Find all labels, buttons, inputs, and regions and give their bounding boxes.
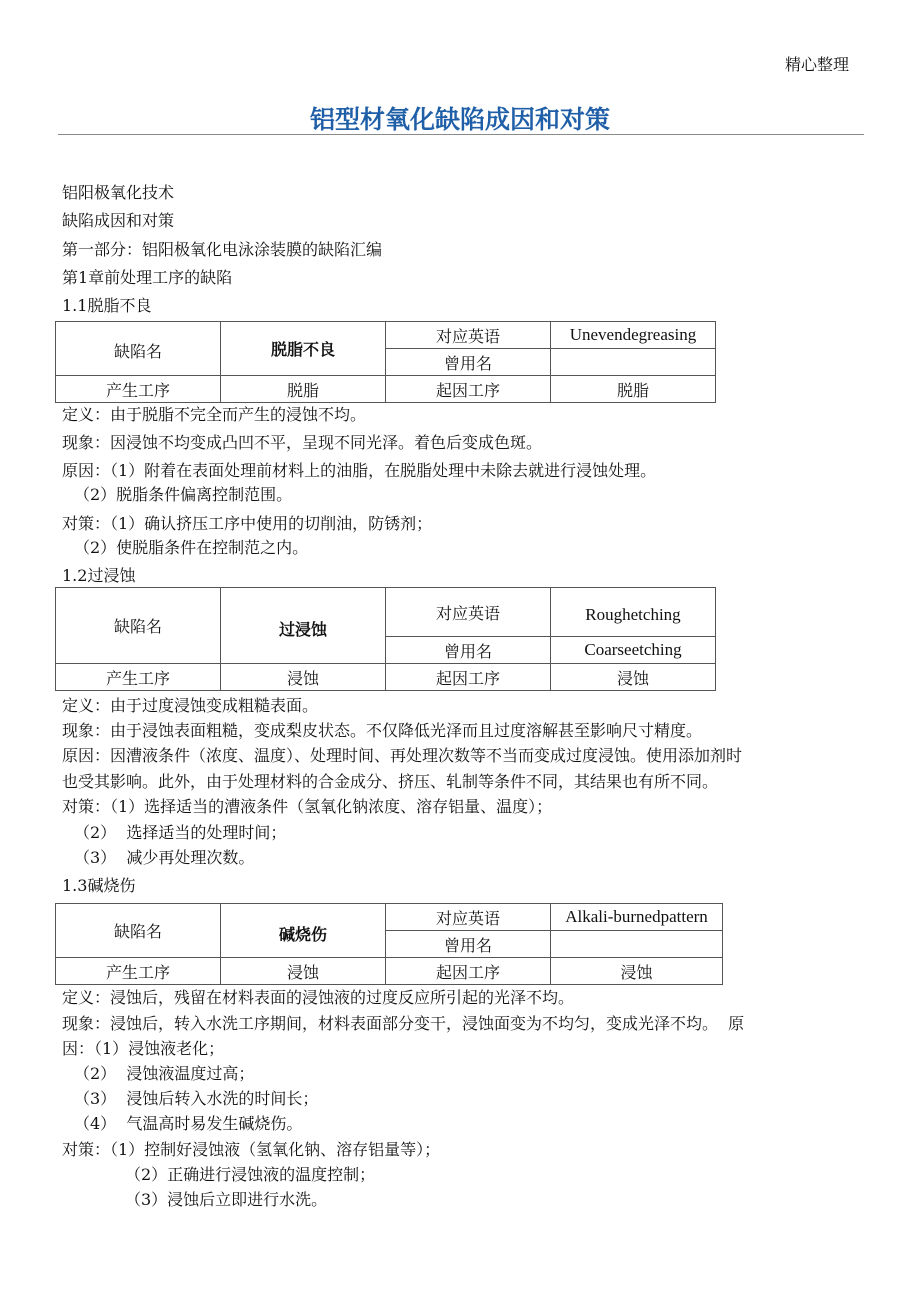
- defect-table: [55, 321, 716, 403]
- cause-process-label: 起因工序: [386, 664, 551, 691]
- former-name-value: [551, 931, 723, 958]
- paragraph-line: 定义：由于过度浸蚀变成粗糙表面。: [62, 696, 319, 715]
- cause-process-label: 起因工序: [386, 376, 551, 403]
- cause-process-value: 浸蚀: [551, 664, 716, 691]
- paragraph-line: 定义：浸蚀后，残留在材料表面的浸蚀液的过度反应所引起的光泽不均。: [62, 988, 575, 1007]
- english-label: 对应英语: [386, 904, 551, 931]
- defect-table: [55, 587, 716, 691]
- process-label: 产生工序: [56, 664, 221, 691]
- defect-name-label: 缺陷名: [56, 322, 221, 376]
- process-value: 浸蚀: [221, 664, 386, 691]
- paragraph-line: 也受其影响。此外，由于处理材料的合金成分、挤压、轧制等条件不同，其结果也有所不同。: [62, 772, 719, 791]
- paragraph-line: （2） 选择适当的处理时间；: [74, 823, 287, 842]
- former-name-label: 曾用名: [386, 637, 551, 664]
- paragraph-line: 原因：（1）附着在表面处理前材料上的油脂，在脱脂处理中未除去就进行浸蚀处理。: [62, 461, 657, 480]
- english-value: Alkali-burnedpattern: [551, 904, 723, 931]
- paragraph-line: 对策：（1）确认挤压工序中使用的切削油，防锈剂；: [62, 514, 433, 533]
- defect-name-value: 过浸蚀: [221, 588, 386, 664]
- paragraph-line: （2）使脱脂条件在控制范之内。: [74, 538, 309, 557]
- former-name-label: 曾用名: [386, 931, 551, 958]
- section-heading: 1.1脱脂不良: [62, 296, 152, 315]
- title-divider: [58, 134, 864, 135]
- paragraph-line: 对策：（1）选择适当的漕液条件（氢氧化钠浓度、溶存铝量、温度）；: [62, 797, 553, 816]
- defect-name-label: 缺陷名: [56, 588, 221, 664]
- section-heading: 1.2过浸蚀: [62, 566, 136, 585]
- paragraph-line: 定义：由于脱脂不完全而产生的浸蚀不均。: [62, 405, 367, 424]
- paragraph-line: 现象：浸蚀后，转入水洗工序期间，材料表面部分变干，浸蚀面变为不均匀，变成光泽不均。 原: [62, 1014, 745, 1033]
- paragraph-line: （3）浸蚀后立即进行水洗。: [125, 1190, 328, 1209]
- section-heading: 1.3碱烧伤: [62, 876, 136, 895]
- cause-process-value: 浸蚀: [551, 958, 723, 985]
- defect-name-value: 脱脂不良: [221, 322, 386, 376]
- intro-line: 铝阳极氧化技术: [62, 183, 175, 202]
- paragraph-line: 原因：因漕液条件（浓度、温度）、处理时间、再处理次数等不当而变成过度浸蚀。使用添加剂时: [62, 746, 743, 765]
- intro-line: 第一部分：铝阳极氧化电泳涂装膜的缺陷汇编: [62, 240, 383, 259]
- paragraph-line: （3） 减少再处理次数。: [74, 848, 255, 867]
- english-label: 对应英语: [386, 322, 551, 349]
- english-value: Unevendegreasing: [551, 322, 716, 349]
- former-name-value: [551, 349, 716, 376]
- defect-name-value: 碱烧伤: [221, 904, 386, 958]
- page-header-note: 精心整理: [784, 55, 849, 74]
- paragraph-line: 现象：因浸蚀不均变成凸凹不平，呈现不同光泽。着色后变成色斑。: [62, 433, 543, 452]
- cause-process-label: 起因工序: [386, 958, 551, 985]
- paragraph-line: 现象：由于浸蚀表面粗糙，变成梨皮状态。不仅降低光泽而且过度溶解甚至影响尺寸精度。: [62, 721, 703, 740]
- defect-table: [55, 903, 723, 985]
- paragraph-line: （4） 气温高时易发生碱烧伤。: [74, 1114, 303, 1133]
- paragraph-line: 因：（1）浸蚀液老化；: [62, 1039, 225, 1058]
- former-name-value: Coarseetching: [551, 637, 716, 664]
- english-label: 对应英语: [386, 588, 551, 637]
- paragraph-line: （2） 浸蚀液温度过高；: [74, 1064, 255, 1083]
- document-title: 铝型材氧化缺陷成因和对策: [309, 105, 610, 134]
- defect-name-label: 缺陷名: [56, 904, 221, 958]
- process-label: 产生工序: [56, 958, 221, 985]
- paragraph-line: （2）正确进行浸蚀液的温度控制；: [125, 1165, 376, 1184]
- former-name-label: 曾用名: [386, 349, 551, 376]
- process-label: 产生工序: [56, 376, 221, 403]
- paragraph-line: （2）脱脂条件偏离控制范围。: [74, 485, 293, 504]
- process-value: 浸蚀: [221, 958, 386, 985]
- chapter-heading: 第1章前处理工序的缺陷: [62, 268, 233, 287]
- paragraph-line: 对策：（1）控制好浸蚀液（氢氧化钠、溶存铝量等）；: [62, 1140, 441, 1159]
- english-value: Roughetching: [551, 588, 716, 637]
- process-value: 脱脂: [221, 376, 386, 403]
- cause-process-value: 脱脂: [551, 376, 716, 403]
- intro-line: 缺陷成因和对策: [62, 211, 175, 230]
- paragraph-line: （3） 浸蚀后转入水洗的时间长；: [74, 1089, 319, 1108]
